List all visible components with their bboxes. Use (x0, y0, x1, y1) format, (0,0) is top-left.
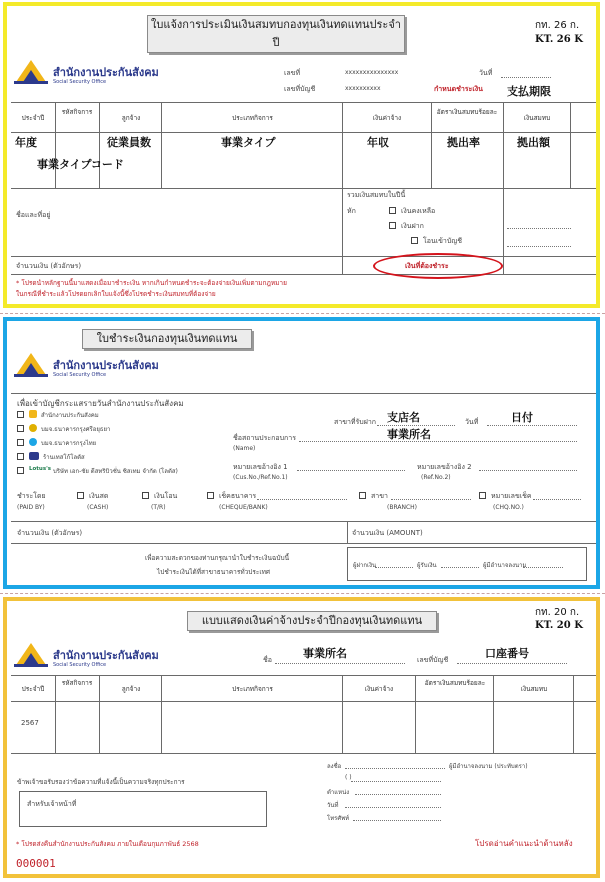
col-header-business-code: รหัสกิจการ (61, 108, 93, 116)
sso-logo-icon (14, 351, 48, 377)
due-date-annotation: 支払期限 (507, 85, 551, 98)
amount-due-label: เงินที่ต้องชำระ (405, 262, 449, 270)
section-line (11, 393, 596, 394)
deposit-label: เงินฝาก (401, 222, 424, 230)
ref1-line (297, 470, 405, 471)
bank-option-checkbox[interactable] (17, 425, 24, 432)
surplus-checkbox[interactable] (389, 207, 396, 214)
name-annotation: 事業所名 (303, 647, 347, 660)
date-label: วันที่ (465, 418, 479, 426)
col-header-contribution: เงินสมทบ (523, 114, 551, 122)
establishment-line (299, 441, 577, 442)
certify-text: ข้าพเจ้าขอรับรองว่าข้อความที่แจ้งนี้เป็นความจริงทุกประการ (17, 778, 185, 786)
col-divider (493, 675, 494, 753)
logo-thai-text: สำนักงานประกันสังคม (53, 649, 159, 662)
account-label: เลขที่บัญชี (417, 656, 449, 664)
branch-label: สาขาที่รับฝาก (334, 418, 377, 426)
logo-english-text: Social Security Office (53, 79, 107, 85)
deduct-label: หัก (347, 207, 356, 215)
bank-option-checkbox[interactable] (17, 411, 24, 418)
col-divider (415, 675, 416, 753)
form-code-th: กท. 26 ก. (535, 20, 580, 31)
bank-option-checkbox[interactable] (17, 439, 24, 446)
surplus-label: เงินคงเหลือ (401, 207, 436, 215)
amount-words-label: จำนวนเงิน (ตัวอักษร) (16, 262, 82, 270)
col-header-business-type: ประเภทกิจการ (232, 685, 273, 693)
sig-depositor-line (375, 567, 413, 568)
transfer-checkbox[interactable] (411, 237, 418, 244)
logo-english-text: Social Security Office (53, 662, 107, 668)
table-body-line (11, 188, 596, 189)
sig-authorized-line (523, 567, 563, 568)
ref2-en: (Ref.No.2) (421, 474, 451, 481)
col-divider (570, 102, 571, 188)
col-header-rate: อัตราเงินสมทบร้อยละ (424, 679, 486, 687)
annot-year: 年度 (15, 136, 37, 149)
sig-receiver: ผู้รับเงิน (417, 562, 437, 569)
assessment-notice-form (3, 2, 600, 308)
account-annotation: 口座番号 (485, 647, 529, 660)
col-divider (99, 102, 100, 188)
payment-slip-form (3, 317, 600, 589)
logo-english-text: Social Security Office (53, 372, 107, 378)
position-label: ตำแหน่ง (327, 789, 350, 796)
cheque-checkbox[interactable] (207, 492, 214, 499)
paid-by-en: (PAID BY) (17, 504, 45, 511)
sign-label: ลงชื่อ (327, 763, 342, 770)
account-label: เลขที่บัญชี (284, 85, 316, 93)
net-amount-line (507, 246, 571, 247)
form-code-kt: KT. 20 K (535, 620, 583, 631)
branch2-line (391, 499, 471, 500)
sign-line (345, 768, 445, 769)
cheque-no-en: (CHQ.NO.) (493, 504, 524, 511)
deduct-amount-line (507, 228, 571, 229)
bank-option-krungthai: บมจ.ธนาคารกรุงไทย (41, 440, 97, 447)
cheque-label: เช็คธนาคาร (219, 492, 257, 500)
bank-option-checkbox[interactable] (17, 453, 24, 460)
annot-business-code: 事業タイプコード (37, 158, 124, 171)
date-label: วันที่ (327, 802, 339, 809)
annot-annual-income: 年収 (367, 136, 389, 149)
bank-icon (29, 438, 37, 446)
transfer-label: โอนเข้าบัญชี (423, 237, 463, 245)
col-header-year: ประจำปี (21, 685, 45, 693)
col-header-wages: เงินค่าจ้าง (364, 685, 394, 693)
col-divider (161, 102, 162, 188)
annot-rate: 拠出率 (447, 136, 480, 149)
cut-line (0, 593, 605, 594)
col-header-year: ประจำปี (21, 114, 45, 122)
sign-role: ผู้มีอำนาจลงนาม (ประทับตรา) (449, 763, 528, 770)
read-instructions-note: โปรดอ่านคำแนะนำด้านหลัง (475, 839, 573, 848)
date-label: วันที่ (479, 69, 493, 77)
amount-top-line (11, 521, 596, 522)
form-code-th: กท. 20 ก. (535, 607, 580, 618)
sso-logo-icon (14, 641, 48, 667)
deposit-checkbox[interactable] (389, 222, 396, 229)
note-line-1: * โปรดนำหลักฐานนี้มาแสดงเมื่อมาชำระเงิน หากเกินกำหนดชำระจะต้องจ่ายเงินเพิ่มตามกฎหมาย (16, 279, 287, 287)
col-header-business-code: รหัสกิจการ (61, 679, 93, 687)
table-name-line (11, 256, 596, 257)
bank-option-lotus: บริษัท เอก-ชัย ดีสทริบิวชั่น ซิสเทม จำกัด (โลตัส) (53, 468, 178, 475)
sig-depositor: ผู้ฝากเงิน (353, 562, 377, 569)
cheque-no-checkbox[interactable] (479, 492, 486, 499)
staff-only-label: สำหรับเจ้าหน้าที่ (27, 800, 77, 808)
date-annotation: 日付 (511, 411, 533, 424)
deposit-heading: เพื่อเข้าบัญชีกระแสรายวันสำนักงานประกันสังคม (17, 399, 184, 408)
cash-checkbox[interactable] (77, 492, 84, 499)
col-divider (55, 102, 56, 188)
cut-line (0, 313, 605, 314)
name-address-label: ชื่อและที่อยู่ (16, 211, 51, 219)
col-header-contribution: เงินสมทบ (520, 685, 548, 693)
sso-logo-icon (14, 58, 48, 84)
bank-icon (29, 424, 37, 432)
lotus-brand: Lotus's (29, 466, 52, 472)
logo-thai-text: สำนักงานประกันสังคม (53, 359, 159, 372)
date-line (501, 77, 551, 78)
form-title: แบบแสดงเงินค่าจ้างประจำปีกองทุนเงินทดแทน (187, 611, 437, 631)
form-title: ใบชำระเงินกองทุนเงินทดแทน (82, 329, 252, 349)
form-title: ใบแจ้งการประเมินเงินสมทบกองทุนเงินทดแทนประจำปี (147, 15, 405, 53)
annot-employees: 従業員数 (107, 136, 151, 149)
col-divider (503, 102, 504, 274)
date-line (487, 425, 577, 426)
sso-logo (14, 351, 159, 378)
annot-business-type: 事業タイプ (221, 136, 276, 149)
amount-divider (347, 521, 348, 543)
transfer-checkbox[interactable] (142, 492, 149, 499)
col-divider (431, 102, 432, 188)
bank-option-sso: สำนักงานประกันสังคม (41, 412, 99, 419)
cheque-no-line (533, 499, 581, 500)
cheque-no-label: หมายเลขเช็ค (491, 492, 532, 500)
footer-line-2: ไปชำระเงินได้ที่สาขาธนาคารทั่วประเทศ (157, 568, 270, 576)
ref-value: xxxxxxxxxxxxxxx (345, 69, 399, 76)
establishment-label: ชื่อสถานประกอบการ (233, 434, 296, 442)
cash-en: (CASH) (87, 504, 109, 511)
annot-contribution: 拠出額 (517, 136, 550, 149)
col-divider (342, 675, 343, 753)
amount-bottom-line (11, 543, 596, 544)
table-bottom-line (11, 274, 596, 275)
transfer-en: (T/R) (151, 504, 166, 511)
form-code-kt: KT. 26 K (535, 34, 583, 45)
sign-name-line (351, 781, 441, 782)
ref2-label: หมายเลขอ้างอิง 2 (417, 463, 472, 471)
name-label: ชื่อ (263, 656, 272, 664)
annual-wage-report-form (3, 597, 600, 878)
cheque-line (257, 499, 347, 500)
signature-box (347, 547, 587, 581)
bank-option-tesco: ร้านเทสโก้โลตัส (43, 454, 85, 461)
col-header-employees: ลูกจ้าง (121, 114, 141, 122)
branch2-label: สาขา (371, 492, 388, 500)
col-header-business-type: ประเภทกิจการ (232, 114, 273, 122)
branch-checkbox[interactable] (359, 492, 366, 499)
logo-thai-text: สำนักงานประกันสังคม (53, 66, 159, 79)
year-value: 2567 (21, 719, 39, 727)
branch-annotation: 支店名 (387, 411, 420, 424)
phone-line (353, 820, 441, 821)
cheque-en: (CHEQUE/BANK) (219, 504, 268, 511)
sig-receiver-line (441, 567, 479, 568)
phone-label: โทรศัพท์ (327, 815, 350, 822)
bank-icon (29, 452, 39, 460)
date-line (345, 807, 441, 808)
sso-logo (14, 641, 159, 668)
ref2-line (479, 470, 577, 471)
ref1-en: (Cus.No./Ref.No.1) (233, 474, 288, 481)
sum-label: รวมเงินสมทบในปีนี้ (347, 191, 406, 199)
col-divider (342, 102, 343, 274)
bank-icon (29, 410, 37, 418)
branch2-en: (BRANCH) (387, 504, 418, 511)
bank-option-krungsri: บมจ.ธนาคารกรุงศรีอยุธยา (41, 426, 111, 433)
transfer-label: เงินโอน (154, 492, 178, 500)
ref-label: เลขที่ (284, 69, 301, 77)
amount-words-label: จำนวนเงิน (ตัวอักษร) (17, 529, 83, 537)
col-divider (55, 675, 56, 753)
establishment-annotation: 事業所名 (387, 428, 431, 441)
footer-line-1: เพื่อความสะดวกของท่านกรุณานำใบชำระเงินฉบับนี้ (145, 554, 290, 562)
col-divider (161, 675, 162, 753)
bank-option-checkbox[interactable] (17, 467, 24, 474)
cash-label: เงินสด (89, 492, 109, 500)
deadline-note: * โปรดส่งคืนสำนักงานประกันสังคม ภายในเดือนกุมภาพันธ์ 2568 (16, 840, 199, 848)
note-line-2: ในกรณีที่ชำระแล้วโปรดยกเลิกใบแจ้งนี้ซึ่งโปรดชำระเงินสมทบที่ต้องจ่าย (16, 290, 216, 298)
col-header-wages: เงินค่าจ้าง (372, 114, 402, 122)
amount-label: จำนวนเงิน (AMOUNT) (352, 529, 423, 537)
sig-authorized: ผู้มีอำนาจลงนาม (483, 562, 527, 569)
col-header-rate: อัตราเงินสมทบร้อยละ (436, 108, 498, 116)
due-date-label: กำหนดชำระเงิน (434, 85, 483, 93)
position-line (355, 794, 441, 795)
sso-logo (14, 58, 159, 85)
col-divider (573, 675, 574, 753)
serial-number: 000001 (16, 857, 56, 870)
col-header-employees: ลูกจ้าง (121, 685, 141, 693)
account-value: xxxxxxxxxx (345, 85, 381, 92)
account-line (457, 663, 567, 664)
table-bottom-line (11, 753, 596, 754)
highlight-oval (373, 253, 503, 279)
sign-paren: ( ) (345, 774, 352, 781)
col-divider (99, 675, 100, 753)
name-en: (Name) (233, 445, 256, 452)
ref1-label: หมายเลขอ้างอิง 1 (233, 463, 288, 471)
paid-by-label: ชำระโดย (17, 492, 46, 500)
name-line (275, 663, 405, 664)
